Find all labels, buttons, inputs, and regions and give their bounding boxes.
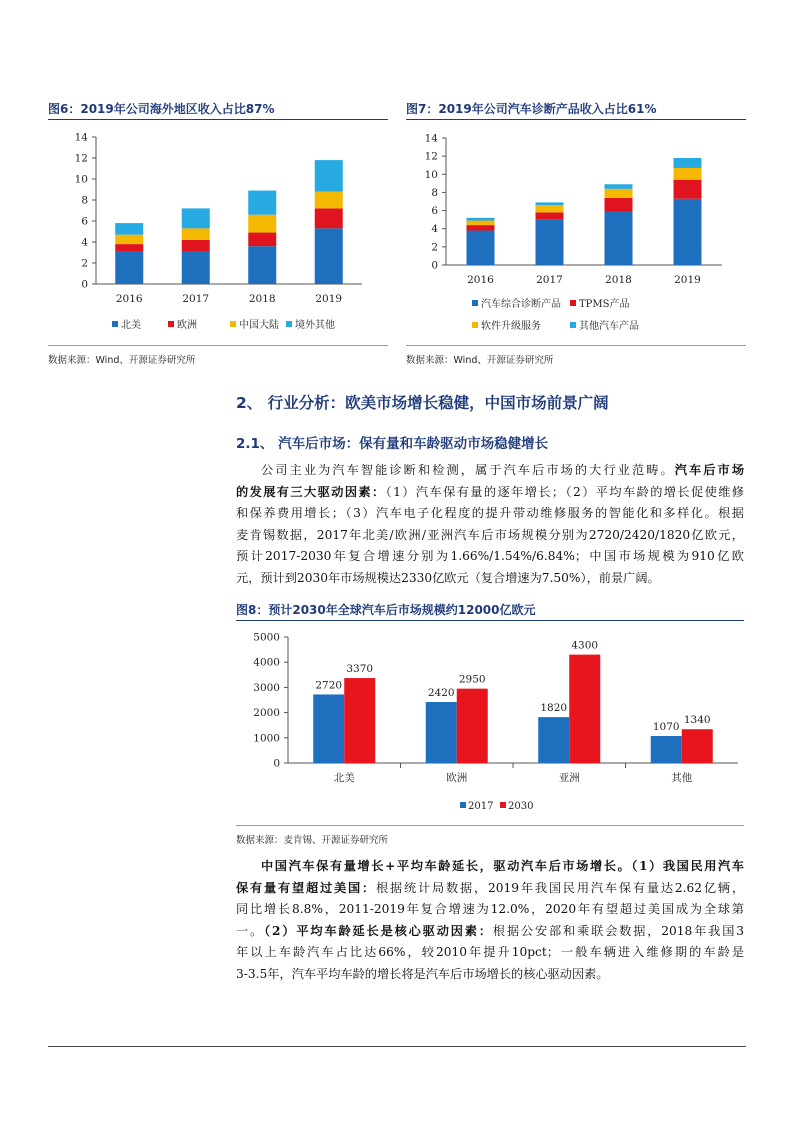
- fig8-x-tick-label: 其他: [671, 772, 693, 784]
- fig6-bar-2018-1: [248, 233, 276, 247]
- fig6-bar-2019-0: [315, 228, 343, 284]
- fig8-y-tick-label: 3000: [253, 681, 280, 694]
- fig8-data-label: 1340: [683, 714, 711, 727]
- fig6-bar-2018-2: [248, 215, 276, 233]
- fig6-bar-2017-3: [182, 208, 210, 228]
- fig6-bar-2016-3: [115, 223, 143, 235]
- fig6-x-tick-label: 2016: [115, 293, 143, 305]
- fig6-source: 数据来源：Wind、开源证券研究所: [48, 355, 196, 366]
- fig7-title: 图7：2019年公司汽车诊断产品收入占比61%: [406, 102, 657, 116]
- fig6-bar-2019-3: [315, 160, 343, 192]
- fig7-bar-2019-2: [674, 168, 702, 180]
- fig7-bar-2019-0: [674, 199, 702, 265]
- fig7-bar-2016-2: [467, 221, 495, 226]
- fig8-data-label: 2950: [458, 673, 486, 686]
- fig6-chart: [48, 122, 388, 344]
- para2-line-5: 年以上车龄汽车占比达66%，较2010年提升10pct；一般车辆进入维修期的车龄是: [236, 945, 744, 960]
- fig6-bar-2016-2: [115, 235, 143, 244]
- fig8-bottom-rule: [236, 825, 744, 826]
- fig8-data-label: 2720: [315, 679, 343, 692]
- fig8-y-tick-label: 4000: [253, 656, 280, 669]
- fig7-source: 数据来源：Wind、开源证券研究所: [406, 355, 554, 366]
- fig6-title-rule: [48, 119, 388, 120]
- para1-line-1: 公司主业为汽车智能诊断和检测，属于汽车后市场的大行业范畴。汽车后市场: [261, 463, 745, 477]
- fig6-bar-2017-1: [182, 240, 210, 252]
- fig7-x-tick-label: 2017: [536, 274, 563, 286]
- fig7-title-rule: [406, 119, 746, 120]
- para1-line-6: 元，预计到2030年市场规模达2330亿欧元（复合增速为7.50%），前景广阔。: [236, 570, 660, 585]
- fig7-legend-label: TPMS产品: [579, 299, 630, 310]
- fig7-bar-2016-3: [467, 218, 495, 221]
- fig7-y-tick-label: 14: [424, 132, 438, 145]
- fig6-legend-label: 欧洲: [177, 320, 197, 331]
- para1-line-5: 预计2017-2030年复合增速分别为1.66%/1.54%/6.84%；中国市场规模为910亿欧: [236, 549, 744, 564]
- fig6-x-tick-label: 2018: [248, 293, 276, 305]
- fig7-chart: [406, 122, 746, 344]
- fig7-bar-2018-0: [605, 211, 633, 265]
- fig6-legend-label: 境外其他: [295, 320, 335, 331]
- fig8-data-label: 1070: [652, 721, 680, 734]
- fig6-legend-swatch: [230, 321, 236, 327]
- fig8-data-label: 2420: [427, 687, 455, 700]
- fig8-data-label: 4300: [571, 639, 599, 652]
- fig6-y-tick-label: 12: [74, 152, 88, 165]
- fig8-bar-亚洲-2030: [569, 655, 600, 763]
- fig7-x-tick-label: 2019: [674, 274, 701, 286]
- fig8-source: 数据来源：麦肯锡、开源证券研究所: [236, 835, 389, 846]
- fig7-bar-2016-0: [467, 231, 495, 265]
- fig6-y-tick-label: 8: [81, 194, 88, 207]
- fig8-bar-其他-2017: [651, 736, 682, 763]
- fig6-bar-2019-2: [315, 192, 343, 209]
- fig8-bar-北美-2030: [344, 678, 375, 763]
- fig8-legend-swatch: [460, 802, 466, 808]
- fig8-x-tick-label: 亚洲: [558, 772, 580, 784]
- fig8-legend-label: 2030: [508, 801, 534, 812]
- fig8-title-rule: [236, 620, 744, 621]
- fig8-y-tick-label: 2000: [253, 707, 280, 720]
- fig6-bar-2018-3: [248, 191, 276, 215]
- fig6-y-tick-label: 4: [81, 236, 88, 249]
- fig7-legend-swatch: [570, 322, 576, 328]
- fig6-title: 图6：2019年公司海外地区收入占比87%: [48, 102, 275, 116]
- fig7-y-tick-label: 6: [431, 205, 438, 218]
- fig6-y-tick-label: 2: [81, 257, 88, 270]
- fig7-y-tick-label: 2: [431, 241, 438, 254]
- fig8-chart: [236, 623, 744, 823]
- footer-rule: [48, 1046, 746, 1047]
- para1-line-4: 麦肯锡数据，2017年北美/欧洲/亚洲汽车后市场规模分别为2720/2420/1820亿欧元，: [236, 527, 744, 542]
- fig8-y-tick-label: 1000: [253, 732, 280, 745]
- fig8-data-label: 3370: [346, 663, 374, 676]
- fig6-bar-2019-1: [315, 208, 343, 228]
- fig7-legend-swatch: [472, 300, 478, 306]
- fig6-y-tick-label: 6: [81, 215, 88, 228]
- fig7-bar-2017-0: [536, 220, 564, 265]
- fig7-bar-2017-3: [536, 202, 564, 205]
- fig7-y-tick-label: 8: [431, 186, 438, 199]
- fig8-legend-label: 2017: [468, 801, 494, 812]
- fig7-x-tick-label: 2016: [467, 274, 494, 286]
- sub-section-heading: 2.1、 汽车后市场：保有量和车龄驱动市场稳健增长: [236, 436, 549, 452]
- fig7-legend-swatch: [570, 300, 576, 306]
- para1-line-3: 和保养费用增长；（3）汽车电子化程度的提升带动维修服务的智能化和多样化。根据: [236, 506, 744, 521]
- fig8-bar-欧洲-2030: [457, 689, 488, 763]
- fig6-y-tick-label: 0: [81, 278, 88, 291]
- para2-line-3: 同比增长8.8%，2011-2019年复合增速为12.0%，2020年有望超过美国成为全球第: [236, 902, 744, 917]
- fig7-legend-swatch: [472, 322, 478, 328]
- fig7-bar-2019-3: [674, 158, 702, 168]
- fig8-y-tick-label: 0: [273, 757, 280, 770]
- para2-line-2: 保有量有望超过美国：根据统计局数据，2019年我国民用汽车保有量达2.62亿辆，: [236, 880, 745, 895]
- fig7-bar-2018-3: [605, 184, 633, 189]
- fig7-bar-2017-1: [536, 212, 564, 219]
- fig6-legend-swatch: [168, 321, 174, 327]
- para2-line-4: 一。（2）平均车龄延长是核心驱动因素：根据公安部和乘联会数据，2018年我国3: [236, 923, 744, 938]
- fig8-bar-亚洲-2017: [538, 717, 569, 763]
- fig7-bar-2017-2: [536, 205, 564, 212]
- fig6-legend-swatch: [112, 321, 118, 327]
- paragraph-market-drivers: [236, 460, 744, 590]
- fig7-y-tick-label: 0: [431, 259, 438, 272]
- fig6-bar-2017-0: [182, 251, 210, 284]
- fig7-bar-2018-2: [605, 189, 633, 198]
- fig7-bar-2016-1: [467, 225, 495, 230]
- fig7-bar-2018-1: [605, 198, 633, 212]
- fig6-bar-2017-2: [182, 228, 210, 240]
- fig7-y-tick-label: 4: [431, 223, 438, 236]
- fig6-x-tick-label: 2019: [315, 293, 343, 305]
- fig6-x-tick-label: 2017: [182, 293, 210, 305]
- fig7-x-tick-label: 2018: [605, 274, 632, 286]
- fig7-y-tick-label: 10: [424, 168, 438, 181]
- fig8-bar-北美-2017: [313, 694, 344, 763]
- fig8-x-tick-label: 欧洲: [446, 772, 468, 784]
- fig8-data-label: 1820: [540, 702, 568, 715]
- section-heading: 2、 行业分析：欧美市场增长稳健，中国市场前景广阔: [236, 394, 609, 412]
- fig6-y-tick-label: 14: [74, 131, 88, 144]
- fig6-legend-label: 中国大陆: [239, 320, 279, 331]
- fig6-bar-2016-1: [115, 244, 143, 251]
- fig8-bar-其他-2030: [682, 729, 713, 763]
- paragraph-china-market: [236, 856, 744, 986]
- fig7-legend-label: 其他汽车产品: [579, 321, 639, 332]
- fig7-legend-label: 软件升级服务: [481, 321, 541, 332]
- para2-line-1: 中国汽车保有量增长+平均车龄延长，驱动汽车后市场增长。（1）我国民用汽车: [261, 859, 744, 873]
- fig8-x-tick-label: 北美: [333, 772, 355, 784]
- fig7-y-tick-label: 12: [424, 150, 438, 163]
- fig8-legend-swatch: [500, 802, 506, 808]
- fig7-bottom-rule: [406, 345, 746, 346]
- fig6-bar-2018-0: [248, 246, 276, 284]
- fig7-legend-label: 汽车综合诊断产品: [481, 299, 561, 310]
- fig6-legend-swatch: [286, 321, 292, 327]
- fig6-bottom-rule: [48, 345, 388, 346]
- fig7-bar-2019-1: [674, 180, 702, 199]
- para1-line-2: 的发展有三大驱动因素：（1）汽车保有量的逐年增长；（2）平均车龄的增长促使维修: [236, 484, 744, 499]
- fig8-y-tick-label: 5000: [253, 631, 280, 644]
- fig6-y-tick-label: 10: [74, 173, 88, 186]
- fig6-bar-2016-0: [115, 251, 143, 284]
- para2-line-6: 3-3.5年，汽车平均车龄的增长将是汽车后市场增长的核心驱动因素。: [236, 966, 609, 981]
- fig8-title: 图8：预计2030年全球汽车后市场规模约12000亿欧元: [236, 603, 536, 617]
- fig6-legend-label: 北美: [121, 320, 141, 331]
- fig8-bar-欧洲-2017: [426, 702, 457, 763]
